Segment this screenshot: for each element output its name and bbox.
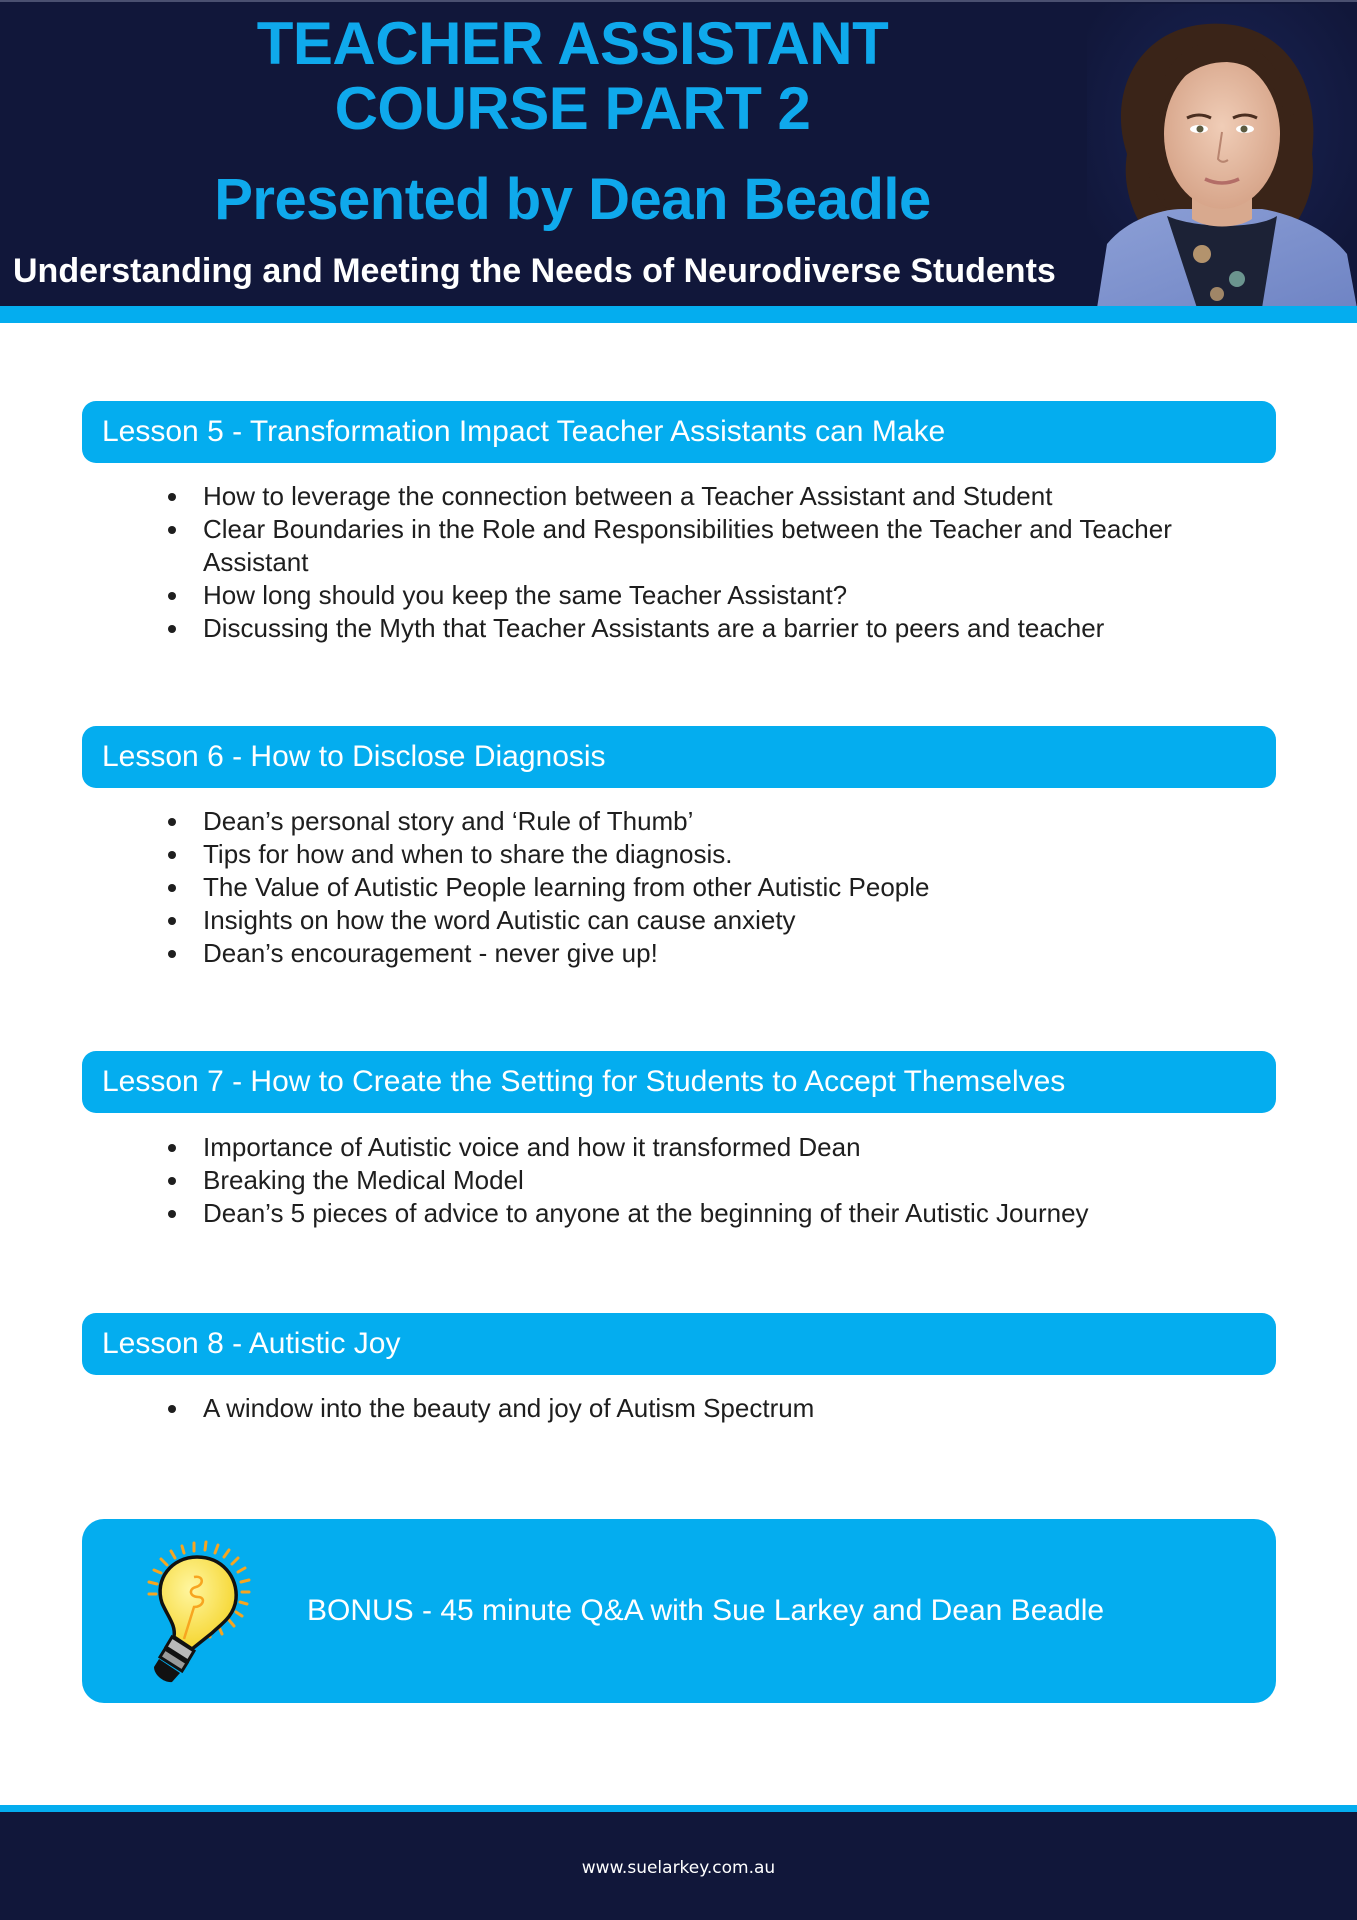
bullet-icon — [168, 526, 176, 534]
bullet-icon — [168, 1405, 176, 1413]
bullet-icon — [168, 851, 176, 859]
presenter-photo — [1087, 4, 1357, 306]
lesson-title: Lesson 6 - How to Disclose Diagnosis — [102, 740, 606, 773]
list-item: Insights on how the word Autistic can cause anxiety — [165, 904, 1275, 937]
list-item: Tips for how and when to share the diagnosis. — [165, 838, 1275, 871]
lesson-8-header — [82, 1313, 1276, 1375]
lightbulb-icon — [132, 1537, 262, 1687]
bonus-box — [82, 1519, 1276, 1703]
list-item: Importance of Autistic voice and how it transformed Dean — [165, 1131, 1275, 1164]
bullet-icon — [168, 625, 176, 633]
course-title-line-1: TEACHER ASSISTANT — [256, 10, 889, 77]
course-title-line-2: COURSE PART 2 — [334, 75, 811, 142]
lesson-7-header — [82, 1051, 1276, 1113]
website-link[interactable]: www.suelarkey.com.au — [581, 1858, 776, 1878]
list-item: Breaking the Medical Model — [165, 1164, 1275, 1197]
bullet-icon — [168, 1177, 176, 1185]
lesson-8-topics — [165, 1392, 1275, 1425]
bullet-icon — [168, 1210, 176, 1218]
header-banner — [0, 0, 1357, 306]
presenter-heading: Presented by Dean Beadle — [214, 167, 931, 232]
lesson-6-topics — [165, 805, 1275, 970]
lesson-title: Lesson 7 - How to Create the Setting for Students to Accept Themselves — [102, 1065, 1066, 1098]
list-item: The Value of Autistic People learning from other Autistic People — [165, 871, 1275, 904]
bonus-text: BONUS - 45 minute Q&A with Sue Larkey and Dean Beadle — [307, 1594, 1105, 1627]
bullet-icon — [168, 1144, 176, 1152]
course-subtitle: Understanding and Meeting the Needs of Neurodiverse Students — [13, 252, 1056, 290]
bullet-icon — [168, 917, 176, 925]
lesson-title: Lesson 8 - Autistic Joy — [102, 1327, 401, 1360]
lesson-title: Lesson 5 - Transformation Impact Teacher Assistants can Make — [102, 415, 946, 448]
bullet-icon — [168, 884, 176, 892]
footer — [0, 1812, 1357, 1920]
list-item: How long should you keep the same Teacher Assistant? — [165, 579, 1275, 612]
lesson-5-topics — [165, 480, 1275, 645]
bullet-icon — [168, 950, 176, 958]
lesson-6-header — [82, 726, 1276, 788]
lesson-5-header — [82, 401, 1276, 463]
list-item: Dean’s personal story and ‘Rule of Thumb’ — [165, 805, 1275, 838]
bullet-icon — [168, 818, 176, 826]
header-accent-stripe — [0, 306, 1357, 323]
footer-accent-stripe — [0, 1805, 1357, 1812]
list-item: Dean’s encouragement - never give up! — [165, 937, 1275, 970]
list-item: Dean’s 5 pieces of advice to anyone at the beginning of their Autistic Journey — [165, 1197, 1275, 1230]
list-item: How to leverage the connection between a Teacher Assistant and Student — [165, 480, 1275, 513]
bullet-icon — [168, 592, 176, 600]
lesson-7-topics — [165, 1131, 1275, 1230]
bullet-icon — [168, 493, 176, 501]
list-item: A window into the beauty and joy of Autism Spectrum — [165, 1392, 1275, 1425]
list-item: Clear Boundaries in the Role and Responsibilities between the Teacher and Teacher Assistant — [165, 513, 1275, 579]
list-item: Discussing the Myth that Teacher Assistants are a barrier to peers and teacher — [165, 612, 1275, 645]
